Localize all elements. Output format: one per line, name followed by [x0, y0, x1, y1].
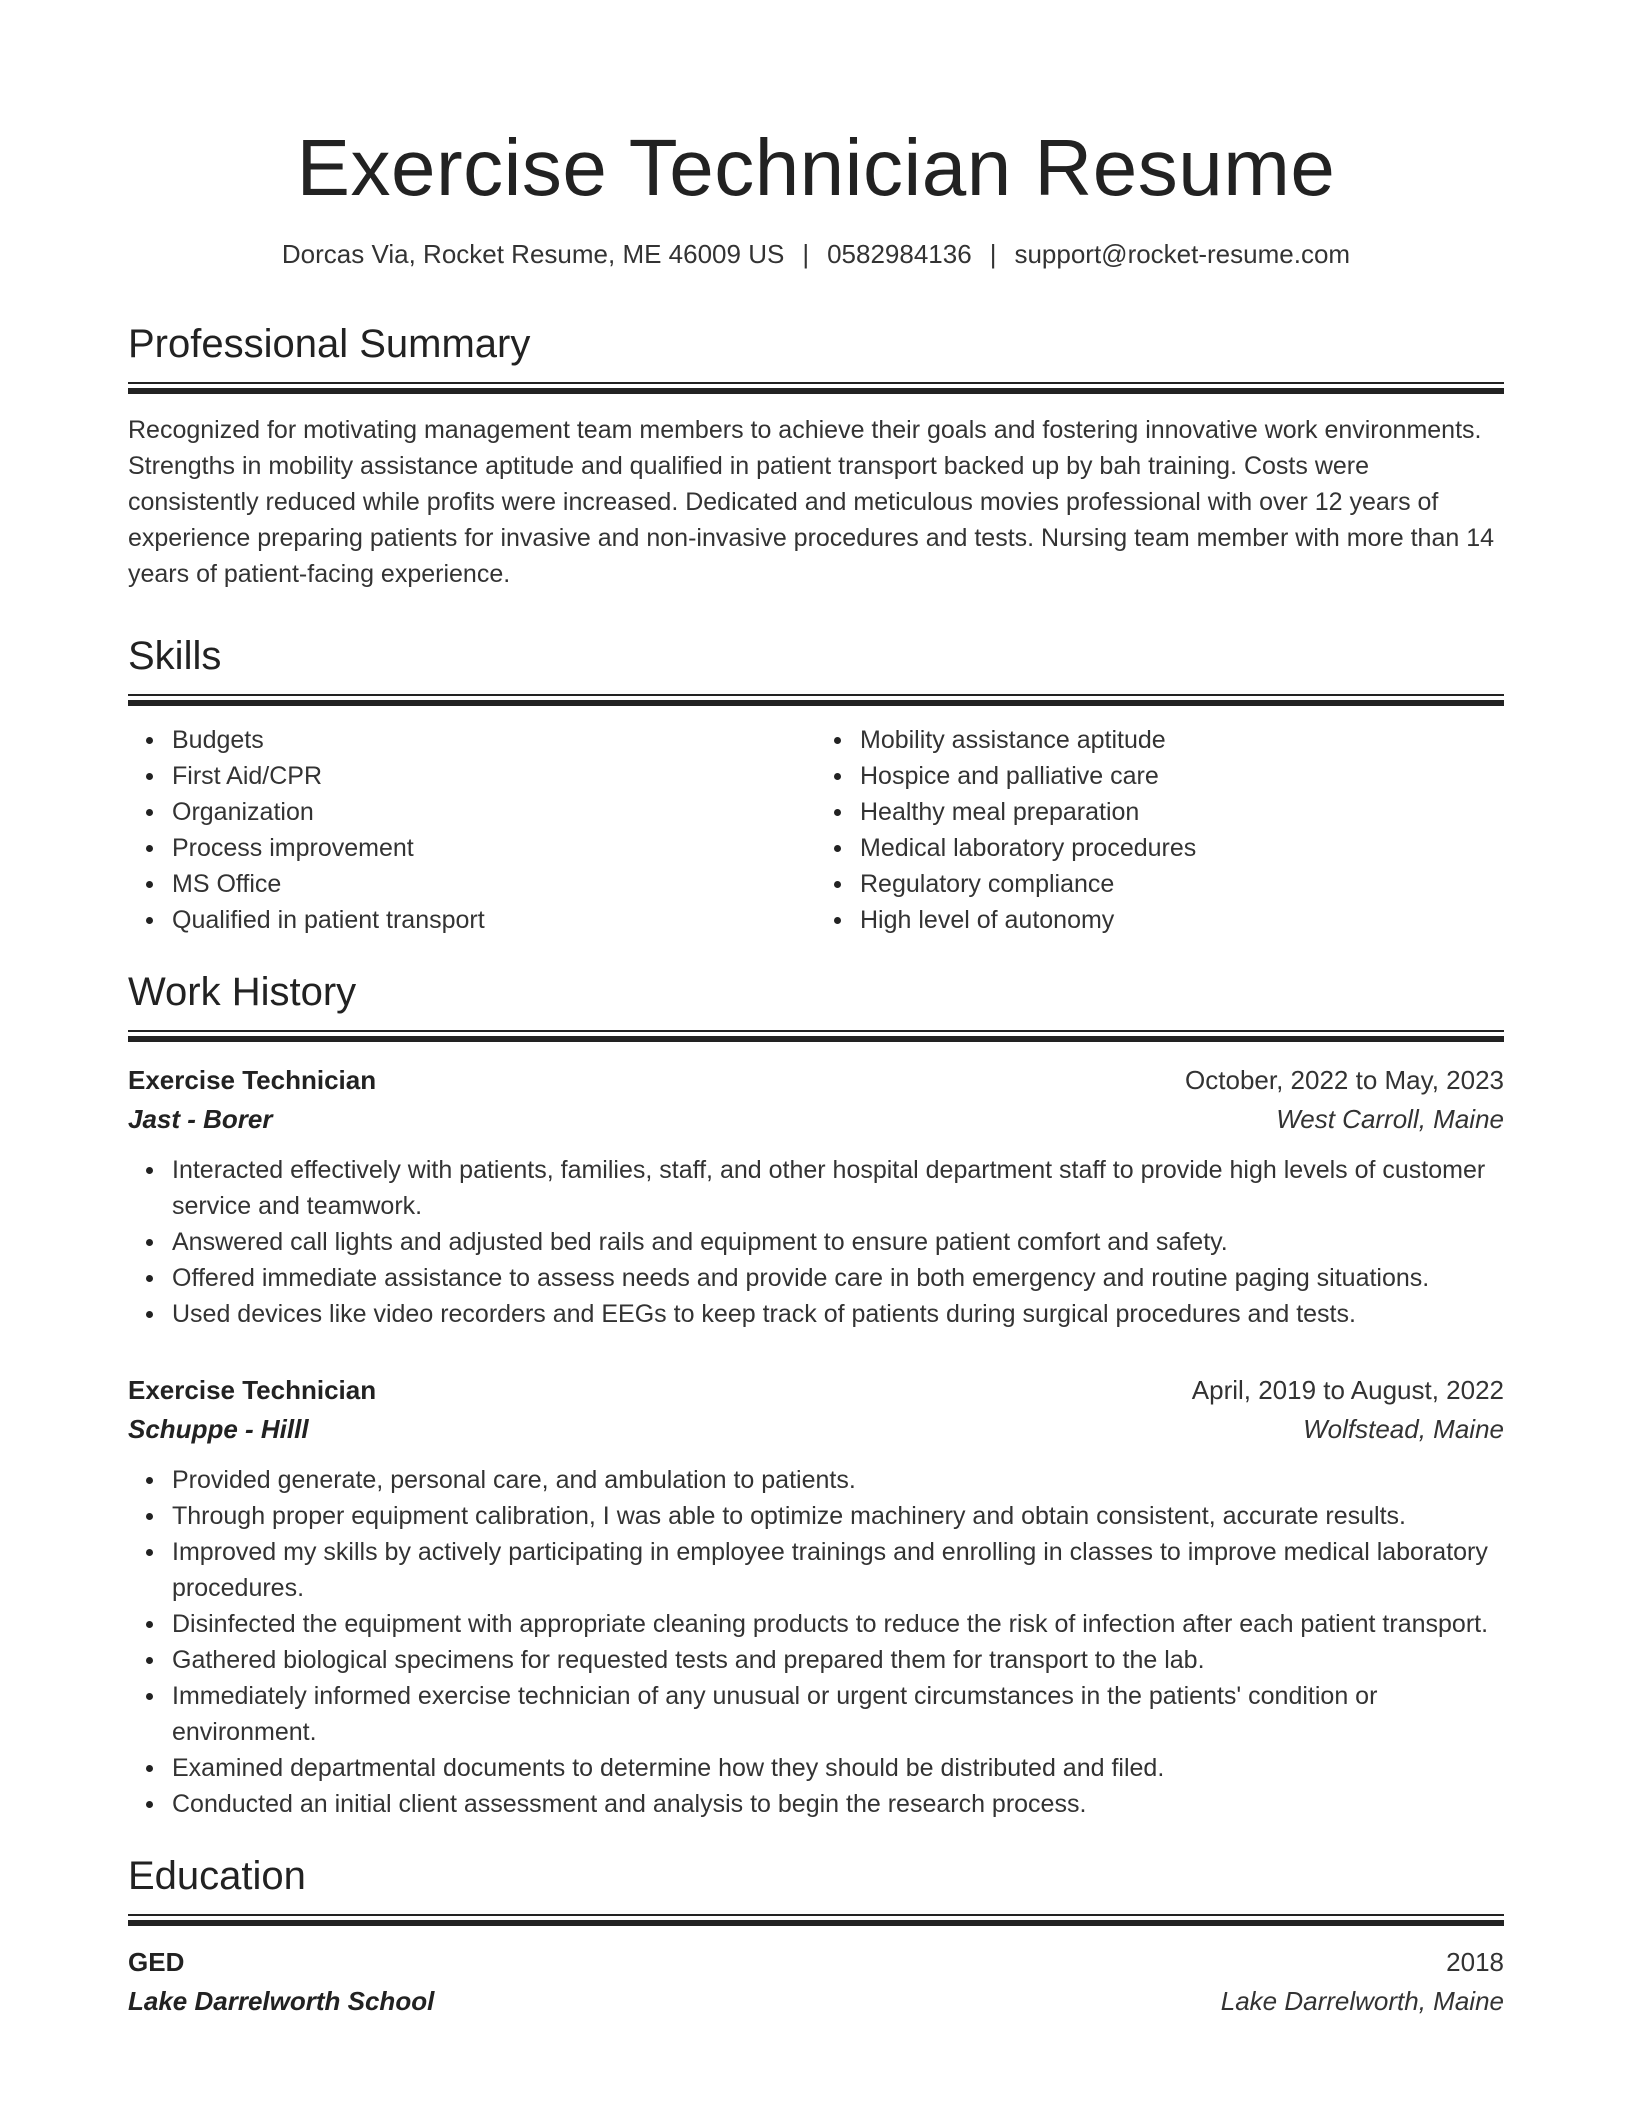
contact-phone: 0582984136 — [827, 239, 972, 269]
section-heading-education: Education — [128, 1854, 306, 1898]
section-divider — [128, 1914, 1504, 1926]
section-heading-work-history: Work History — [128, 970, 357, 1014]
job-bullet: Used devices like video recorders and EEGs to keep track of patients during surgical procedures and tests. — [172, 1296, 1504, 1332]
skill-item: Healthy meal preparation — [860, 794, 1504, 830]
skill-item: Hospice and palliative care — [860, 758, 1504, 794]
job-company-row — [128, 1410, 1504, 1448]
job-bullet: Improved my skills by actively participating in employee trainings and enrolling in classes to improve medical laboratory procedures. — [172, 1534, 1504, 1606]
skill-item: Mobility assistance aptitude — [860, 722, 1504, 758]
contact-separator: | — [802, 239, 810, 269]
section-divider — [128, 694, 1504, 706]
contact-separator: | — [989, 239, 997, 269]
job-bullet: Offered immediate assistance to assess needs and provide care in both emergency and routine paging situations. — [172, 1260, 1504, 1296]
job-bullet: Conducted an initial client assessment and analysis to begin the research process. — [172, 1786, 1504, 1822]
section-heading-summary: Professional Summary — [128, 322, 531, 366]
skill-item: Qualified in patient transport — [172, 902, 816, 938]
summary-text: Recognized for motivating management team members to achieve their goals and fostering innovative work environments. Strengths in mobility assistance aptitude and qualified in patient transport backed up by bah training. Costs were consistently reduced while profits were increased. Dedicated and meticulous movies professional with over 12 years of experience preparing patients for invasive and non-invasive procedures and tests. Nursing team member with more than 14 years of patient-facing experience. — [128, 416, 1495, 588]
job-bullet: Through proper equipment calibration, I was able to optimize machinery and obtain consistent, accurate results. — [172, 1498, 1504, 1534]
job-bullet: Gathered biological specimens for requested tests and prepared them for transport to the lab. — [172, 1642, 1504, 1678]
job-entry — [128, 1060, 1504, 1332]
skill-item: Budgets — [172, 722, 816, 758]
job-bullets — [128, 1152, 1504, 1332]
job-company: Schuppe - Hilll — [128, 1414, 309, 1444]
education-school: Lake Darrelworth School — [128, 1986, 435, 2016]
skill-item: First Aid/CPR — [172, 758, 816, 794]
job-bullet: Immediately informed exercise technician of any unusual or urgent circumstances in the patients' condition or environment. — [172, 1678, 1504, 1750]
professional-summary-section — [128, 318, 1504, 592]
work-history-section — [128, 966, 1504, 1822]
skill-item: Medical laboratory procedures — [860, 830, 1504, 866]
job-bullet: Answered call lights and adjusted bed rails and equipment to ensure patient comfort and safety. — [172, 1224, 1504, 1260]
job-location: Wolfstead, Maine — [1303, 1414, 1504, 1444]
job-bullet: Provided generate, personal care, and ambulation to patients. — [172, 1462, 1504, 1498]
job-bullets — [128, 1462, 1504, 1822]
section-heading-skills: Skills — [128, 634, 222, 678]
skill-item: Process improvement — [172, 830, 816, 866]
education-location: Lake Darrelworth, Maine — [1220, 1986, 1504, 2016]
job-title: Exercise Technician — [128, 1375, 377, 1405]
skill-item: Organization — [172, 794, 816, 830]
education-entry — [128, 1942, 1504, 2020]
skills-column-left — [128, 722, 816, 938]
job-dates: October, 2022 to May, 2023 — [1185, 1065, 1504, 1095]
contact-line — [128, 236, 1504, 272]
skills-section — [128, 630, 1504, 938]
job-bullet: Examined departmental documents to determine how they should be distributed and filed. — [172, 1750, 1504, 1786]
job-title: Exercise Technician — [128, 1065, 377, 1095]
education-header-row — [128, 1942, 1504, 1982]
job-header-row — [128, 1370, 1504, 1410]
contact-email: support@rocket-resume.com — [1014, 239, 1351, 269]
job-entry — [128, 1370, 1504, 1822]
job-company-row — [128, 1100, 1504, 1138]
section-divider — [128, 382, 1504, 394]
education-school-row — [128, 1982, 1504, 2020]
section-divider — [128, 1030, 1504, 1042]
job-location: West Carroll, Maine — [1276, 1104, 1504, 1134]
education-year: 2018 — [1446, 1947, 1504, 1977]
job-dates: April, 2019 to August, 2022 — [1191, 1375, 1504, 1405]
skill-item: MS Office — [172, 866, 816, 902]
resume-title: Exercise Technician Resume — [296, 123, 1336, 212]
skills-grid — [128, 722, 1504, 938]
skill-item: Regulatory compliance — [860, 866, 1504, 902]
education-section — [128, 1850, 1504, 2020]
job-bullet: Interacted effectively with patients, families, staff, and other hospital department staff to provide high levels of customer service and teamwork. — [172, 1152, 1504, 1224]
education-degree: GED — [128, 1947, 185, 1977]
job-company: Jast - Borer — [128, 1104, 273, 1134]
job-bullet: Disinfected the equipment with appropriate cleaning products to reduce the risk of infection after each patient transport. — [172, 1606, 1504, 1642]
skill-item: High level of autonomy — [860, 902, 1504, 938]
job-header-row — [128, 1060, 1504, 1100]
contact-address: Dorcas Via, Rocket Resume, ME 46009 US — [281, 239, 785, 269]
skills-column-right — [816, 722, 1504, 938]
